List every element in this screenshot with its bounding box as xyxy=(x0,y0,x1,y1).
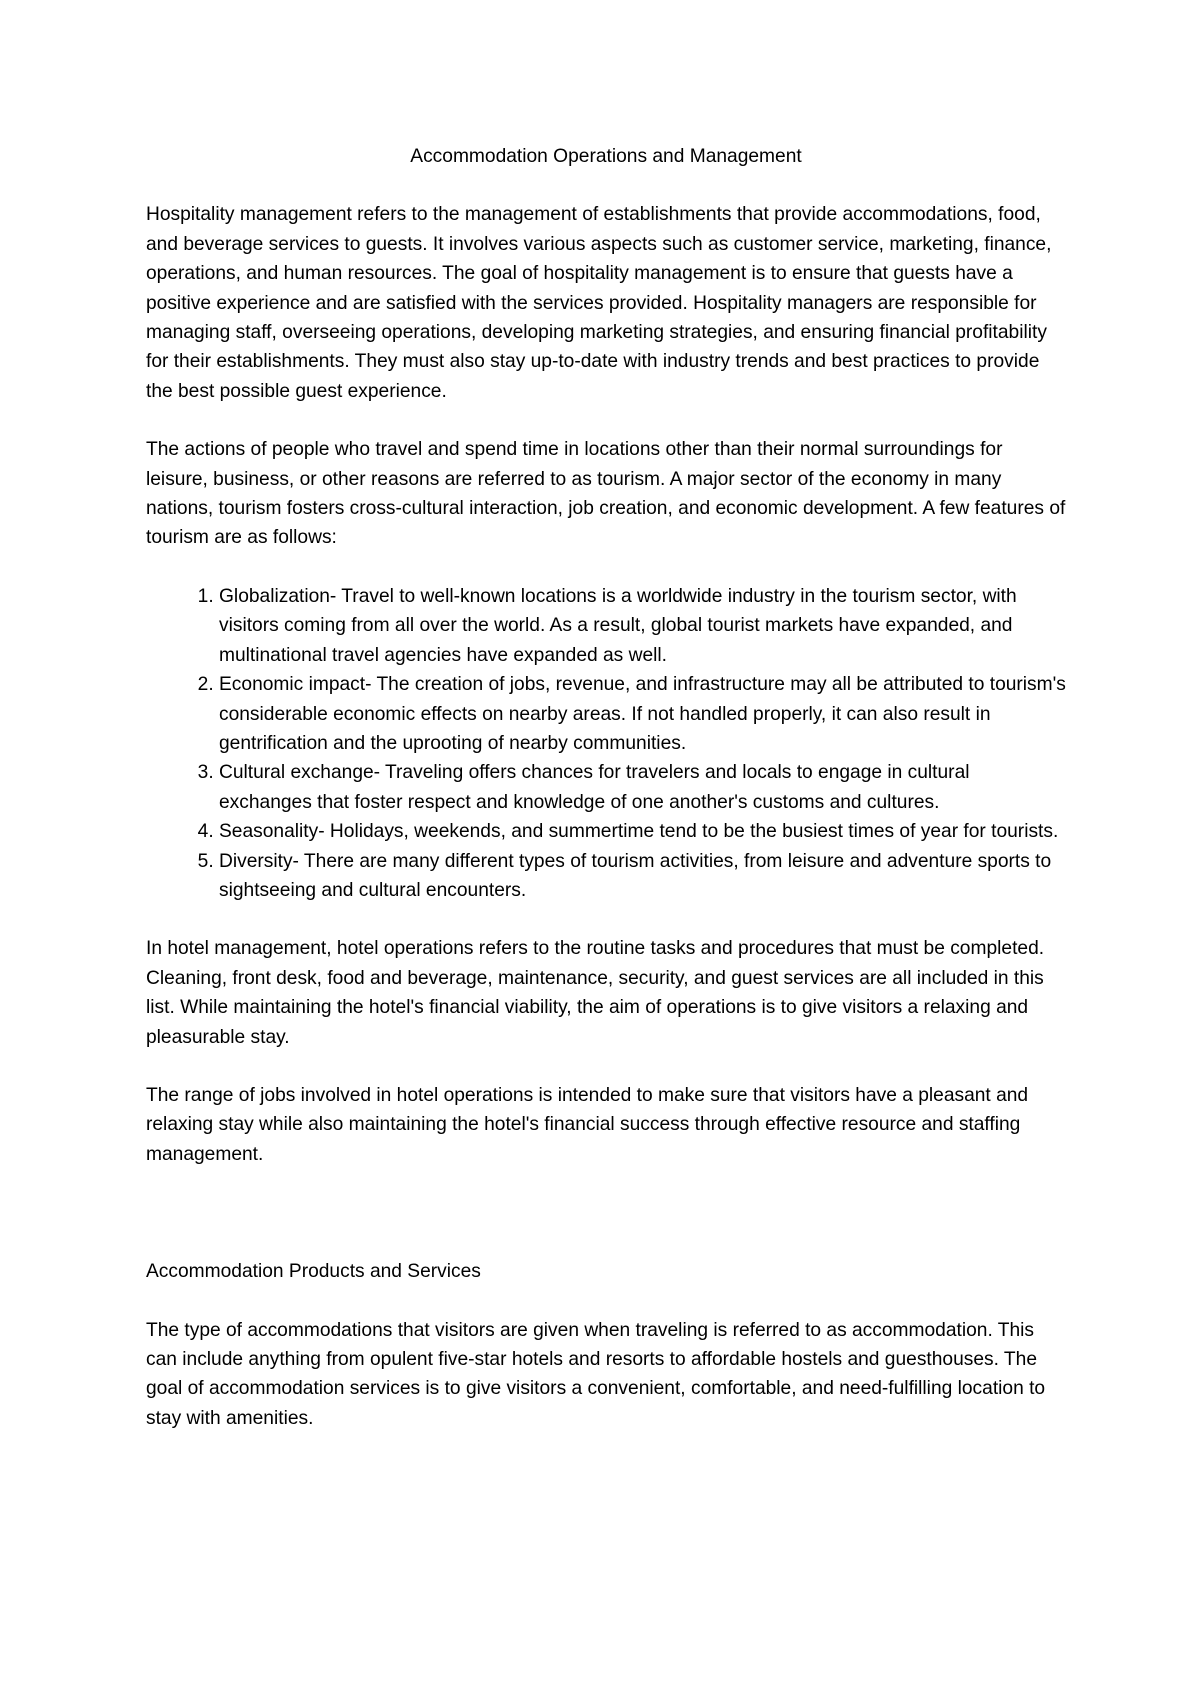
tourism-features-list xyxy=(146,582,1066,905)
list-item: 4. Seasonality- Holidays, weekends, and summertime tend to be the busiest times of year for tourists. xyxy=(219,817,1066,846)
document-body xyxy=(146,142,1066,1462)
paragraph-tourism-definition: The actions of people who travel and spend time in locations other than their normal surroundings for leisure, business, or other reasons are referred to as tourism. A major sector of the economy in many nations, tourism fosters cross-cultural interaction, job creation, and economic development. A few features of tourism are as follows: xyxy=(146,439,1066,549)
paragraph-hospitality-management: Hospitality management refers to the management of establishments that provide accommodations, food, and beverage services to guests. It involves various aspects such as customer service, marketing, finance, operations, and human resources. The goal of hospitality management is to ensure that guests have a positive experience and are satisfied with the services provided. Hospitality managers are responsible for managing staff, overseeing operations, developing marketing strategies, and ensuring financial profitability for their establishments. They must also stay up-to-date with industry trends and best practices to provide the best possible guest experience. xyxy=(146,204,1052,402)
paragraph-hotel-operations: In hotel management, hotel operations refers to the routine tasks and procedures that must be completed. Cleaning, front desk, food and beverage, maintenance, security, and guest services are all included in this list. While maintaining the hotel's financial viability, the aim of operations is to give visitors a relaxing and pleasurable stay. xyxy=(146,938,1045,1048)
list-item: 3. Cultural exchange- Traveling offers chances for travelers and locals to engage in cultural exchanges that foster respect and knowledge of one another's customs and cultures. xyxy=(219,758,1066,817)
paragraph-accommodation-definition: The type of accommodations that visitors are given when traveling is referred to as accommodation. This can include anything from opulent five-star hotels and resorts to affordable hostels and guesthouses. The goal of accommodation services is to give visitors a convenient, comfortable, and need-fulfilling location to stay with amenities. xyxy=(146,1319,1046,1429)
paragraph-range-of-jobs: The range of jobs involved in hotel operations is intended to make sure that visitors have a pleasant and relaxing stay while also maintaining the hotel's financial success through effective resource and staffing management. xyxy=(146,1084,1029,1165)
list-item: 5. Diversity- There are many different types of tourism activities, from leisure and adventure sports to sightseeing and cultural encounters. xyxy=(219,847,1066,906)
list-item: 1. Globalization- Travel to well-known locations is a worldwide industry in the tourism sector, with visitors coming from all over the world. As a result, global tourist markets have expanded, and multinational travel agencies have expanded as well. xyxy=(219,582,1066,670)
list-item: 2. Economic impact- The creation of jobs, revenue, and infrastructure may all be attributed to tourism's considerable economic effects on nearby areas. If not handled properly, it can also result in gentrification and the uprooting of nearby communities. xyxy=(219,670,1066,758)
section-heading-products-services: Accommodation Products and Services xyxy=(146,1261,481,1283)
document-title: Accommodation Operations and Management xyxy=(410,146,802,167)
